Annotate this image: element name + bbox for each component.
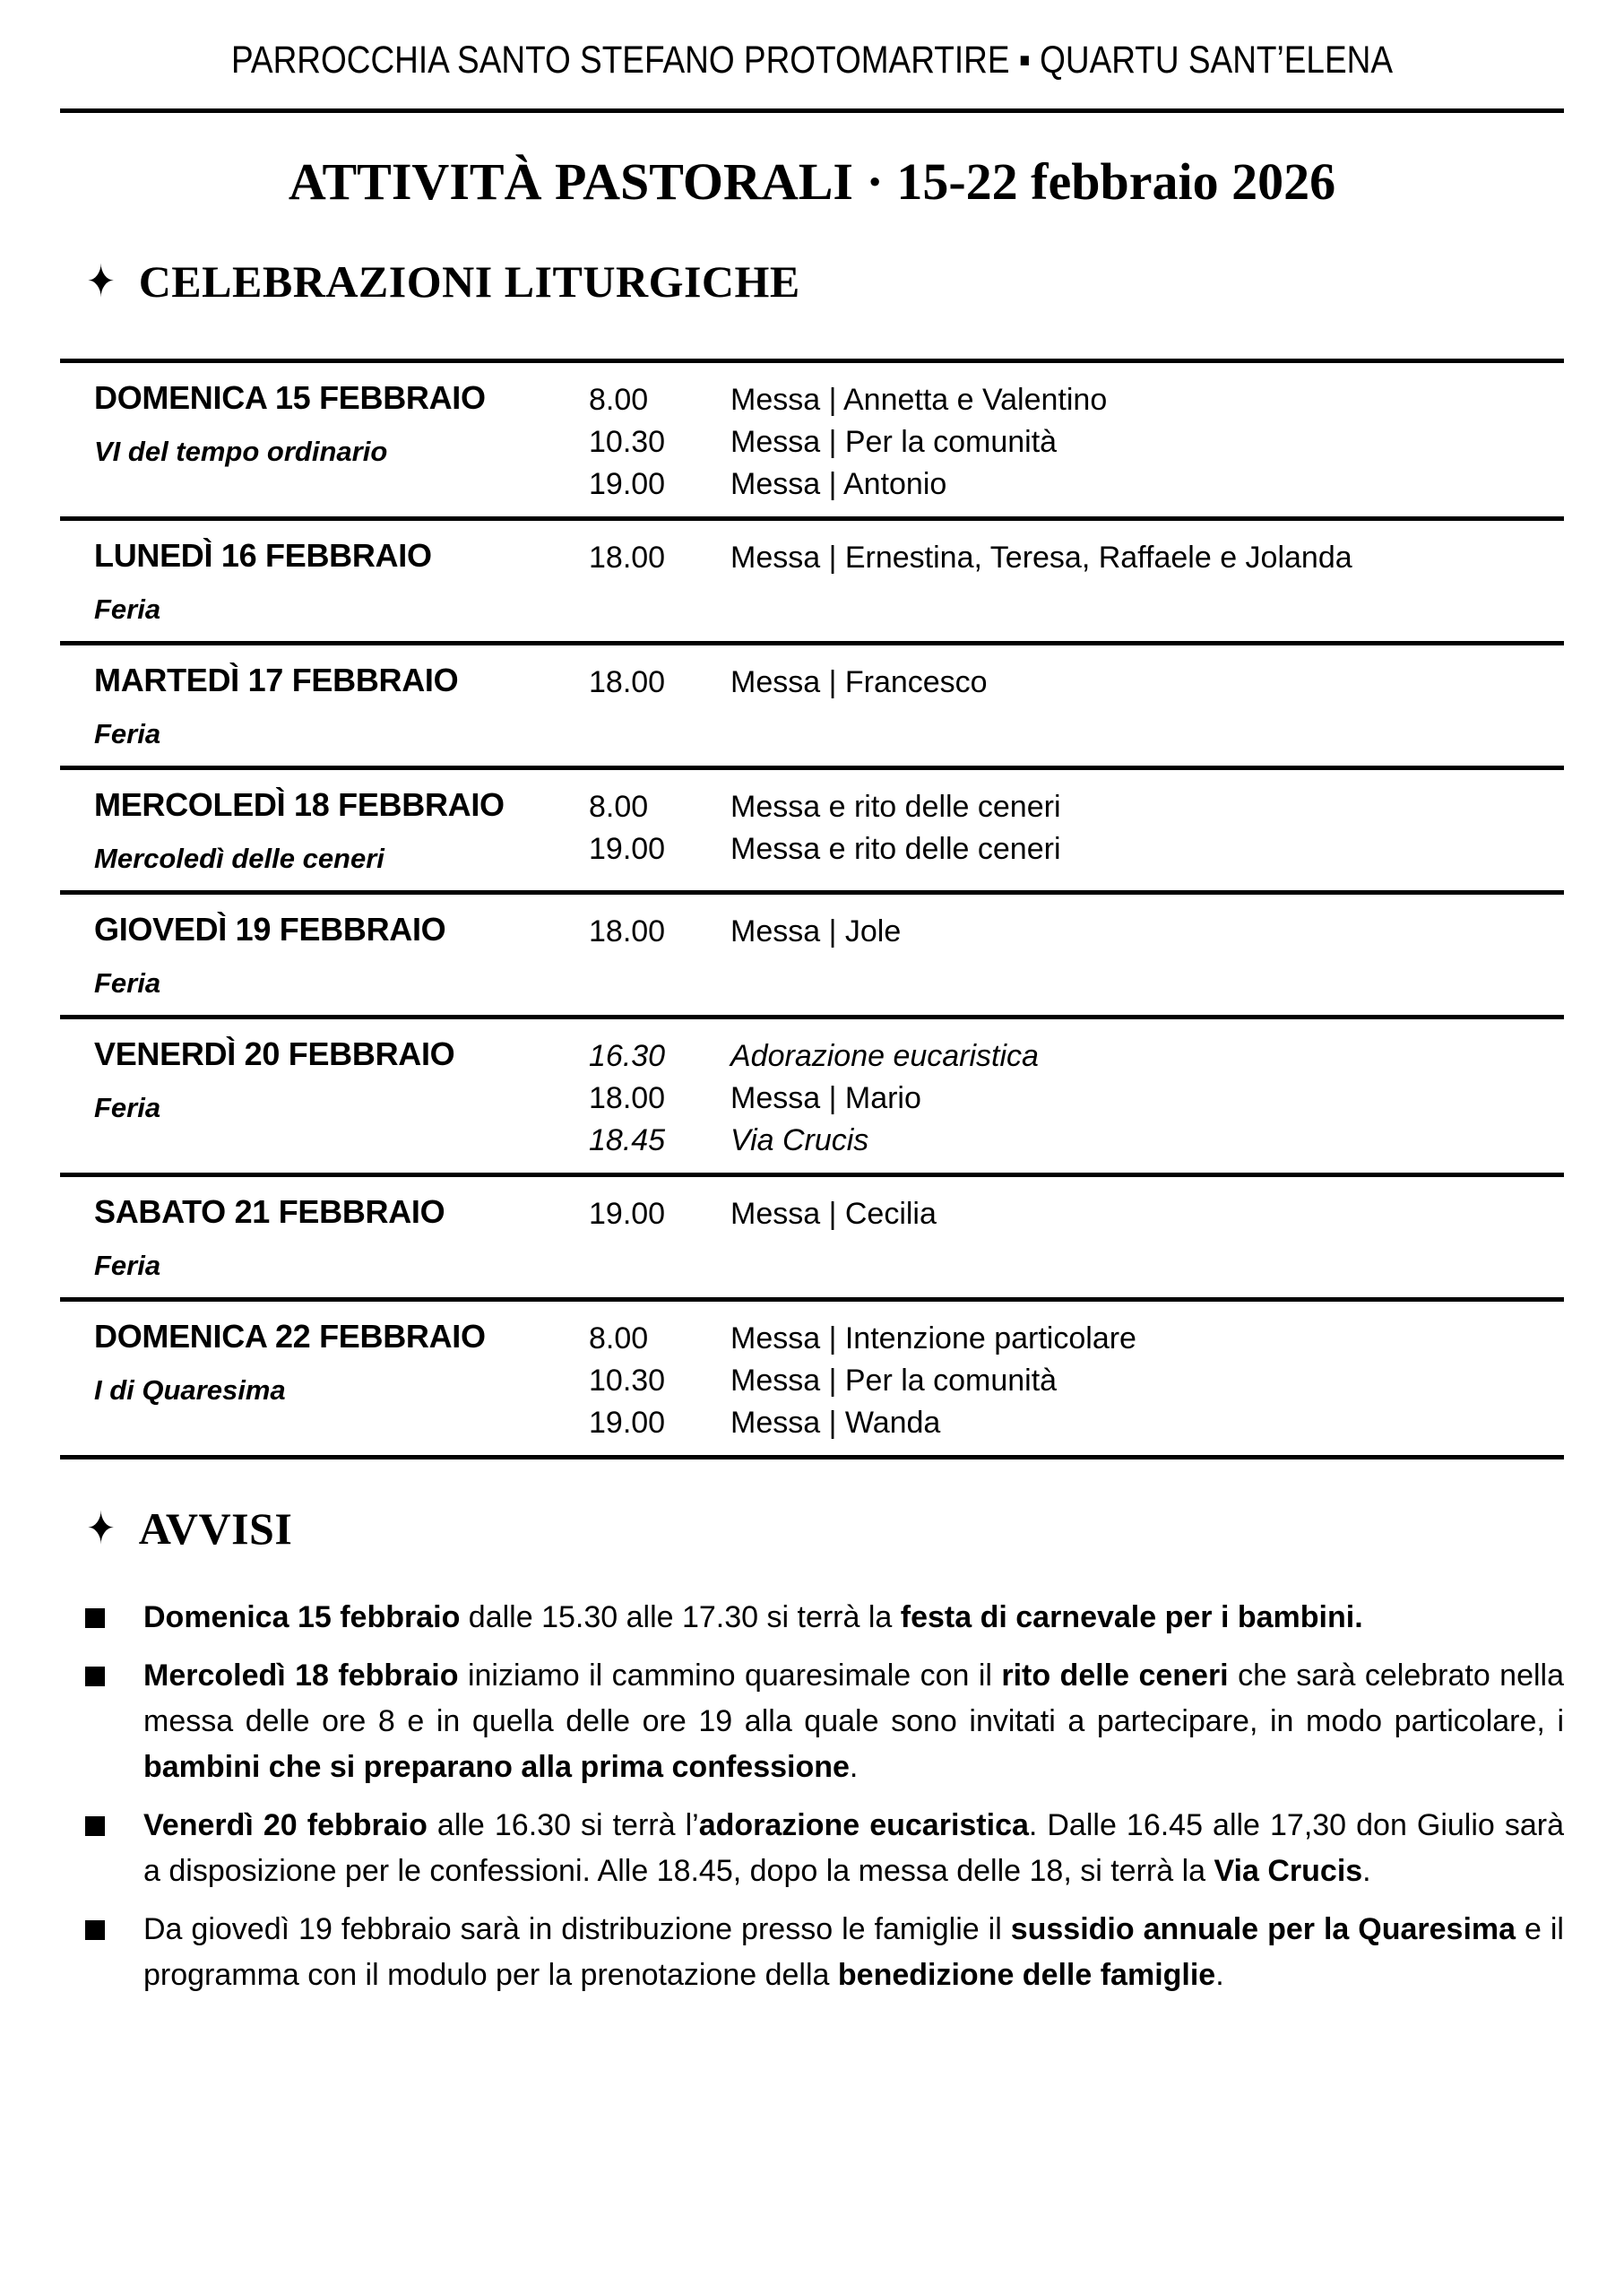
entry-text: Messa | Intenzione particolare	[730, 1321, 1136, 1355]
notice-segment: iniziamo il cammino quaresimale con il	[458, 1658, 1002, 1693]
entry-time: 8.00	[589, 1321, 649, 1355]
schedule-row	[60, 363, 1564, 521]
entry-text: Messa | Per la comunità	[730, 1363, 1058, 1398]
day-subtitle: Feria	[94, 717, 161, 749]
entry-text: Messa e rito delle ceneri	[730, 789, 1061, 824]
entry-text: Messa | Jole	[730, 914, 902, 948]
schedule-entry	[589, 1318, 1564, 1360]
schedule-row	[60, 1302, 1564, 1459]
day-entries	[589, 909, 1564, 1004]
day-entries	[589, 1191, 1564, 1286]
notice-segment: Mercoledì 18 febbraio	[143, 1658, 459, 1693]
schedule-row	[60, 770, 1564, 895]
square-bullet-icon	[85, 1920, 105, 1940]
entry-text: Messa | Antonio	[730, 466, 947, 501]
schedule-entry	[589, 1193, 1564, 1235]
day-cell	[60, 1191, 589, 1286]
square-bullet-icon	[85, 1816, 105, 1836]
schedule-entry	[589, 786, 1564, 828]
schedule-row	[60, 1177, 1564, 1302]
notice-segment: Da giovedì 19 febbraio sarà in distribuzione presso le famiglie il	[143, 1911, 1011, 1946]
entry-time: 18.00	[589, 540, 666, 575]
day-name: LUNEDÌ 16 FEBBRAIO	[94, 536, 432, 574]
day-name: MARTEDÌ 17 FEBBRAIO	[94, 661, 459, 698]
notices-list	[85, 1595, 1564, 1998]
day-name: GIOVEDÌ 19 FEBBRAIO	[94, 910, 446, 948]
entry-text: Messa | Ernestina, Teresa, Raffaele e Jolanda	[730, 540, 1352, 575]
notice-segment: .	[1215, 1957, 1224, 1992]
entry-text: Messa | Francesco	[730, 664, 988, 699]
square-bullet-icon	[85, 1608, 105, 1628]
notice-text	[143, 1907, 1564, 1998]
day-cell	[60, 1034, 589, 1162]
entry-time: 18.00	[589, 664, 666, 699]
entry-text: Messa | Mario	[730, 1080, 921, 1115]
entry-time: 18.45	[589, 1122, 666, 1157]
day-name: DOMENICA 22 FEBBRAIO	[94, 1317, 486, 1355]
schedule-entry	[589, 1035, 1564, 1078]
entry-time: 10.30	[589, 424, 666, 459]
schedule-entry	[589, 1402, 1564, 1444]
entry-time: 8.00	[589, 789, 649, 824]
schedule-entry	[589, 1120, 1564, 1162]
day-cell	[60, 377, 589, 506]
entry-time: 19.00	[589, 466, 666, 501]
schedule-row	[60, 645, 1564, 770]
day-entries	[589, 784, 1564, 879]
schedule-entry	[589, 911, 1564, 953]
masthead-divider	[60, 108, 1564, 113]
entry-time: 19.00	[589, 1405, 666, 1440]
entry-time: 19.00	[589, 831, 666, 866]
day-entries	[589, 660, 1564, 755]
entry-time: 8.00	[589, 382, 649, 417]
four-pointed-star-icon: ✦	[86, 1502, 116, 1555]
schedule-row	[60, 1019, 1564, 1177]
day-subtitle: VI del tempo ordinario	[94, 435, 388, 467]
notice-segment: .	[1362, 1853, 1371, 1888]
square-bullet-icon	[85, 1667, 105, 1686]
schedule-entry	[589, 379, 1564, 421]
day-entries	[589, 1034, 1564, 1162]
notice-text	[143, 1595, 1564, 1641]
entry-text: Adorazione eucaristica	[730, 1038, 1039, 1073]
entry-text: Via Crucis	[730, 1122, 869, 1157]
entry-text: Messa | Cecilia	[730, 1196, 937, 1231]
notice-segment: festa di carnevale per i bambini.	[900, 1599, 1363, 1634]
entry-text: Messa | Annetta e Valentino	[730, 382, 1108, 417]
entry-time: 19.00	[589, 1196, 666, 1231]
notice-text	[143, 1803, 1564, 1894]
notice-segment: che sarà celebrato nella messa delle ore 8 e in quella delle ore 19 alla quale sono invitati a partecipare, in modo particolare, i	[143, 1658, 1564, 1738]
notice-segment: Venerdì 20 febbraio	[143, 1807, 428, 1842]
schedule-entry	[589, 828, 1564, 870]
day-cell	[60, 660, 589, 755]
day-name: DOMENICA 15 FEBBRAIO	[94, 378, 486, 416]
notice-text	[143, 1653, 1564, 1790]
schedule-entry	[589, 463, 1564, 506]
day-cell	[60, 1316, 589, 1444]
day-name: SABATO 21 FEBBRAIO	[94, 1192, 445, 1230]
day-subtitle: Feria	[94, 1091, 161, 1123]
schedule-table	[60, 359, 1564, 1459]
day-cell	[60, 909, 589, 1004]
day-cell	[60, 784, 589, 879]
schedule-entry	[589, 662, 1564, 704]
day-subtitle: Feria	[94, 1249, 161, 1281]
notice-item	[85, 1907, 1564, 1998]
notice-segment: .	[849, 1749, 859, 1784]
schedule-entry	[589, 421, 1564, 463]
notice-item	[85, 1653, 1564, 1790]
entry-time: 10.30	[589, 1363, 666, 1398]
notices-heading	[85, 1504, 1624, 1554]
notice-segment: alle 16.30 si terrà l’	[427, 1807, 699, 1842]
schedule-entry	[589, 537, 1564, 579]
entry-time: 18.00	[589, 1080, 666, 1115]
schedule-row	[60, 895, 1564, 1019]
masthead-title: PARROCCHIA SANTO STEFANO PROTOMARTIRE ▪ QUARTU SANT’ELENA	[230, 39, 1393, 82]
entry-time: 16.30	[589, 1038, 666, 1073]
entry-text: Messa e rito delle ceneri	[730, 831, 1061, 866]
notice-item	[85, 1803, 1564, 1894]
entry-text: Messa | Per la comunità	[730, 424, 1058, 459]
notice-item	[85, 1595, 1564, 1641]
entry-text: Messa | Wanda	[730, 1405, 941, 1440]
notice-segment: Via Crucis	[1214, 1853, 1363, 1888]
day-entries	[589, 535, 1564, 630]
entry-time: 18.00	[589, 914, 666, 948]
notice-segment: sussidio annuale per la Quaresima	[1010, 1911, 1516, 1946]
page-title: ATTIVITÀ PASTORALI · 15-22 febbraio 2026	[288, 152, 1336, 212]
schedule-entry	[589, 1360, 1564, 1402]
day-subtitle: Feria	[94, 966, 161, 999]
day-subtitle: Feria	[94, 593, 161, 625]
four-pointed-star-icon: ✦	[86, 255, 116, 308]
notice-segment: adorazione eucaristica	[698, 1807, 1029, 1842]
notice-segment: bambini che si preparano alla prima confessione	[143, 1749, 850, 1784]
schedule-entry	[589, 1078, 1564, 1120]
day-subtitle: Mercoledì delle ceneri	[94, 842, 384, 874]
day-entries	[589, 1316, 1564, 1444]
notice-segment: dalle 15.30 alle 17.30 si terrà la	[460, 1599, 901, 1634]
day-cell	[60, 535, 589, 630]
day-subtitle: I di Quaresima	[94, 1373, 286, 1406]
notice-segment: e il programma con il modulo per la prenotazione della	[143, 1911, 1564, 1992]
schedule-row	[60, 521, 1564, 645]
notice-segment: . Dalle 16.45 alle 17,30 don Giulio sarà a disposizione per le confessioni. Alle 18.45, dopo la messa delle 18, si terrà la	[143, 1807, 1565, 1888]
day-name: MERCOLEDÌ 18 FEBBRAIO	[94, 785, 505, 823]
notice-segment: rito delle ceneri	[1001, 1658, 1229, 1693]
notices-heading-label: AVVISI	[138, 1503, 293, 1554]
day-entries	[589, 377, 1564, 506]
day-name: VENERDÌ 20 FEBBRAIO	[94, 1035, 455, 1072]
notice-segment: Domenica 15 febbraio	[143, 1599, 461, 1634]
celebrations-heading-label: CELEBRAZIONI LITURGICHE	[138, 255, 800, 307]
notice-segment: benedizione delle famiglie	[837, 1957, 1216, 1992]
celebrations-heading	[85, 257, 1624, 307]
